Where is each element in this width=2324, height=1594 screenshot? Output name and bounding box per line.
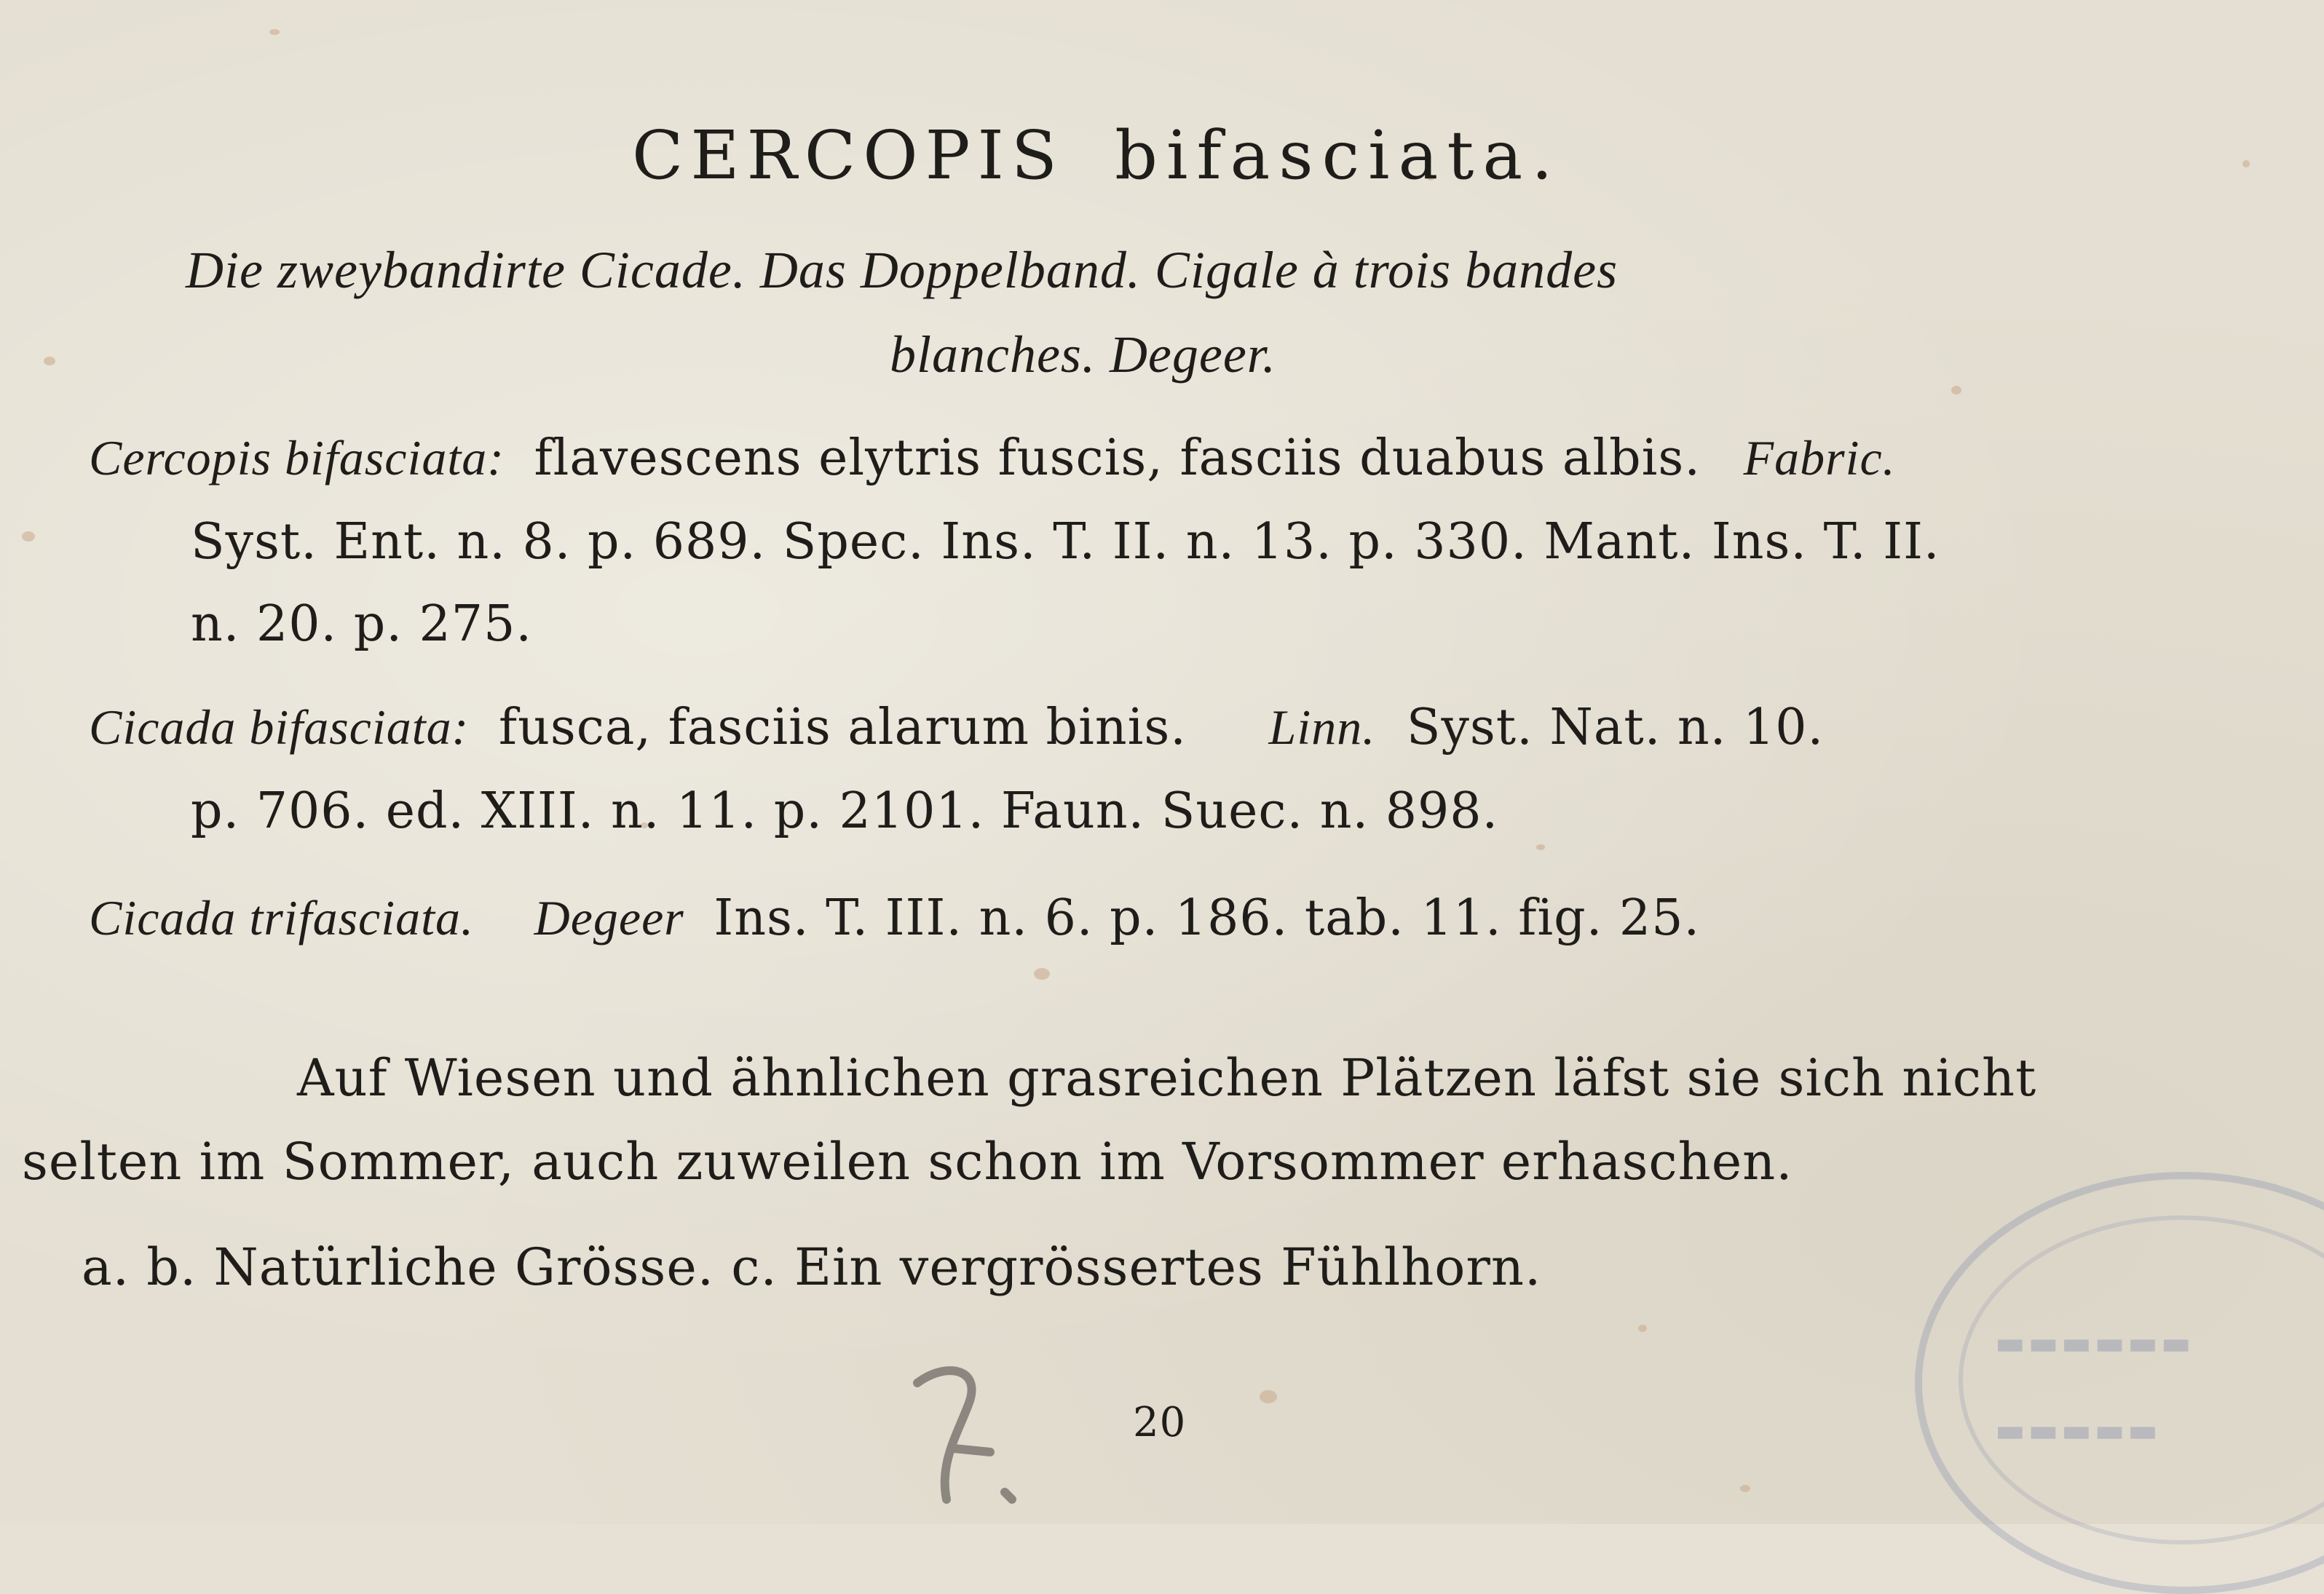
common-names-line2: blanches. Degeer. [890,325,1276,384]
reference-1-line3: n. 20. p. 275. [191,595,532,653]
reference-3-author: Degeer [534,890,684,945]
reference-2-rest: Syst. Nat. n. 10. [1406,699,1825,756]
reference-3-line1 [89,889,1700,947]
title-species: bifasciata. [1115,116,1562,194]
reference-1-name: Cercopis bifasciata: [89,430,505,485]
paper-fleck [269,29,280,35]
page-number: 20 [1133,1399,1187,1446]
reference-2-author: Linn. [1268,699,1376,755]
reference-1-author: Fabric. [1743,430,1896,485]
common-names-line1: Die zweybandirte Cicade. Das Doppelband. Cigale à trois bandes [186,241,1618,299]
paper-fleck [1536,844,1545,850]
pencil-mark [903,1354,1034,1528]
library-stamp-text-bottom: ▬▬▬▬▬ [1995,1412,2161,1449]
paper-fleck [1034,968,1050,980]
reference-2-line1 [89,699,1824,756]
paper-fleck [1951,386,1961,394]
figure-note: a. b. Natürliche Grösse. c. Ein vergrössertes Fühlhorn. [82,1237,1542,1297]
paper-fleck [22,531,35,542]
paper-fleck [44,357,55,365]
paper-fleck [1740,1485,1750,1492]
reference-2-text: fusca, fasciis alarum binis. [498,699,1187,756]
title-genus: CERCOPIS [632,116,1064,194]
reference-3-name: Cicada trifasciata. [89,890,474,945]
description-line2: selten im Sommer, auch zuweilen schon im Vorsommer erhaschen. [22,1132,1793,1191]
library-stamp-text-top: ▬▬▬▬▬▬ [1995,1325,2194,1362]
page-title [632,116,1561,194]
reference-3-text: Ins. T. III. n. 6. p. 186. tab. 11. fig. 25. [714,889,1701,947]
reference-1-line1 [89,429,1896,487]
paper-fleck [1260,1390,1277,1403]
paper-fleck [1638,1325,1647,1332]
reference-2-name: Cicada bifasciata: [89,699,470,755]
reference-2-line2: p. 706. ed. XIII. n. 11. p. 2101. Faun. Suec. n. 898. [191,782,1499,840]
paper-fleck [2242,160,2250,167]
description-line1: Auf Wiesen und ähnlichen grasreichen Plätzen läfst sie sich nicht [297,1048,2037,1108]
reference-1-text: flavescens elytris fuscis, fasciis duabus albis. [534,429,1701,487]
reference-1-line2: Syst. Ent. n. 8. p. 689. Spec. Ins. T. II. n. 13. p. 330. Mant. Ins. T. II. [191,513,1940,571]
